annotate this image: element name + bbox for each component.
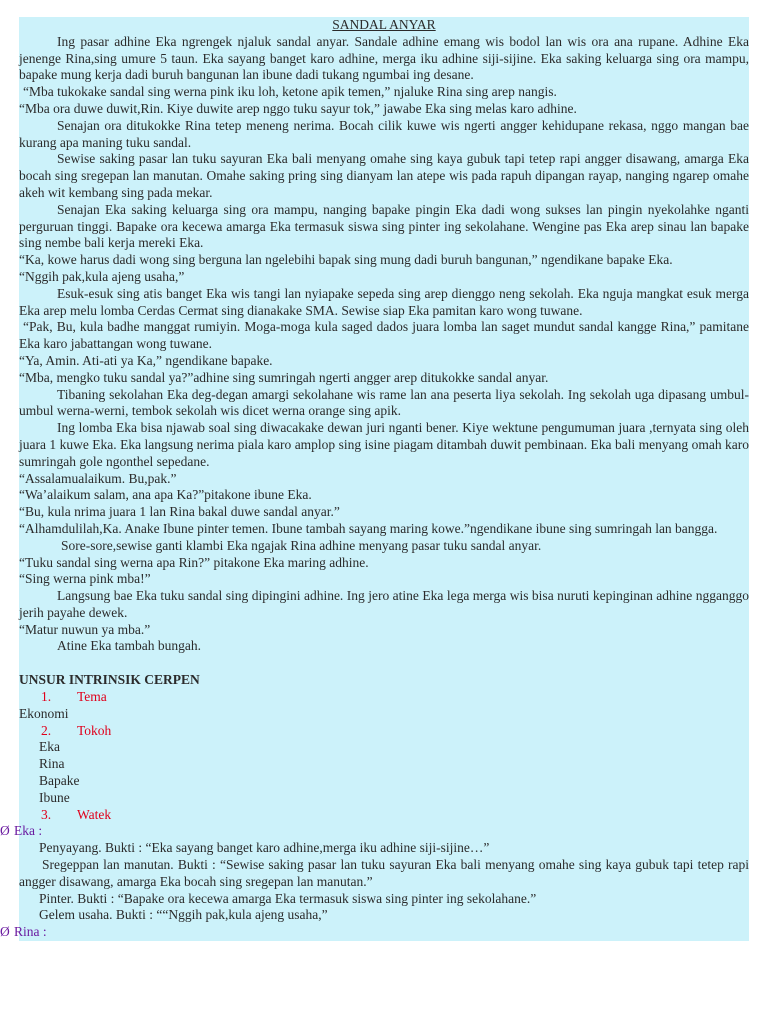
spacer (19, 655, 749, 672)
story-title: SANDAL ANYAR (332, 17, 436, 32)
paragraph: “Alhamdulilah,Ka. Anake Ibune pinter temen. Ibune tambah sayang maring kowe.”ngendikane ibune sing sumringah lan bangga. (19, 520, 718, 536)
tokoh-item: Eka (39, 739, 60, 755)
list-number: 2. (41, 722, 52, 738)
watek-item: Penyayang. Bukti : “Eka sayang banget karo adhine,merga iku adhine siji-sijine…” (39, 840, 490, 856)
paragraph: Senajan ora ditukokke Rina tetep meneng nerima. Bocah cilik kuwe wis ngerti angger kehidupane rekasa, nggo mangan bae kurang apa maning tuku sandal. (19, 117, 749, 150)
section-heading: UNSUR INTRINSIK CERPEN (19, 672, 200, 688)
list-label: Watek (77, 806, 112, 822)
tema-value: Ekonomi (19, 705, 69, 721)
watek-item: Gelem usaha. Bukti : ““Nggih pak,kula ajeng usaha,” (39, 907, 328, 923)
tokoh-item: Bapake (39, 773, 80, 789)
list-label: Tokoh (77, 722, 112, 738)
document-page (0, 17, 749, 941)
paragraph: Tibaning sekolahan Eka deg-degan amargi sekolahane wis rame lan ana peserta liya sekolah. Ing sekolah uga dipasang umbul-umbul werna-werni, tembok sekolah wis dicet werna orange sing apik. (19, 386, 749, 419)
paragraph: Langsung bae Eka tuku sandal sing dipingini adhine. Ing jero atine Eka lega merga wis bisa nuruti kepinginan adhine ngganggo jerih payahe dewek. (19, 588, 749, 620)
paragraph: Sewise saking pasar lan tuku sayuran Eka bali menyang omahe sing kaya gubuk tapi tetep rapi angger disawang, amarga Eka bocah sing sregepan lan manutan. Omahe saking pring sing dianyam lan atepe wis pada rapuh dipangan rayap, nanging ngarep omahe akeh wit kembang sing pada mekar. (19, 151, 749, 200)
arrow-bullet-icon: Ø (0, 823, 10, 839)
paragraph: Esuk-esuk sing atis banget Eka wis tangi lan nyiapake sepeda sing arep dienggo neng sekolah. Eka nguja mangkat esuk merga Eka arep melu lomba Cerdas Cermat sing dianakake SMA. Sewise siap Eka pamitan karo wong tuwane. (19, 285, 749, 318)
paragraph: “Matur nuwun ya mba.” (19, 621, 151, 637)
list-item (19, 807, 749, 824)
watek-item: Pinter. Bukti : “Bapake ora kecewa amarga Eka termasuk siswa sing pinter ing sekolahane.” (39, 890, 537, 906)
paragraph: Ing pasar adhine Eka ngrengek njaluk sandal anyar. Sandale adhine emang wis bodol lan wis ora ana rupane. Adhine Eka jenenge Rina,sing umure 5 taun. Eka sayang banget karo adhine, merga iku adhine siji-sijine. Eka saking keluarga sing ora mampu, bapake mung kerja dadi buruh bangunan lan ibune dadi tukang ngumbai ing desane. (19, 33, 749, 83)
bullet-label: Rina : (14, 924, 47, 940)
list-item (19, 723, 749, 740)
paragraph: Atine Eka tambah bungah. (57, 638, 201, 654)
paragraph: Ing lomba Eka bisa njawab soal sing diwacakake dewan juri nganti bener. Kiye wektune pengumuman juara ,ternyata sing oleh juara 1 kuwe Eka. Eka langsung nerima piala karo amplop sing isine piagam ditambah duwit pembinaan. Eka bali menyang omah karo sumringah gole ngonthel sepedane. (19, 420, 749, 469)
paragraph: “Ya, Amin. Ati-ati ya Ka,” ngendikane bapake. (19, 352, 273, 368)
list-item (19, 689, 749, 706)
paragraph: “Bu, kula nrima juara 1 lan Rina bakal duwe sandal anyar.” (19, 504, 340, 520)
paragraph: “Mba tukokake sandal sing werna pink iku loh, ketone apik temen,” njaluke Rina sing arep nangis. (23, 84, 557, 100)
tokoh-item: Ibune (39, 789, 70, 805)
paragraph: “Sing werna pink mba!” (19, 571, 151, 587)
paragraph: “Tuku sandal sing werna apa Rin?” pitakone Eka maring adhine. (19, 554, 369, 570)
paragraph: Senajan Eka saking keluarga sing ora mampu, nanging bapake pingin Eka dadi wong sukses lan pingin nyekolahke nganti perguruan tinggi. Bapake ora kecewa amarga Eka termasuk siswa sing pinter ing sekolahane. Wengine pas Eka arep sinau lan bapake sing nembe bali kerja mereki Eka. (19, 201, 749, 251)
paragraph: “Ka, kowe harus dadi wong sing berguna lan ngelebihi bapak sing mung dadi buruh bangunan,” ngendikane bapake Eka. (19, 252, 673, 268)
bullet-label: Eka : (14, 823, 43, 839)
paragraph: “Wa’alaikum salam, ana apa Ka?”pitakone ibune Eka. (19, 487, 312, 503)
paragraph: “Mba ora duwe duwit,Rin. Kiye duwite arep nggo tuku sayur tok,” jawabe Eka sing melas karo adhine. (19, 100, 577, 116)
paragraph: “Nggih pak,kula ajeng usaha,” (19, 268, 185, 284)
bullet-item (0, 823, 749, 840)
paragraph: “Assalamualaikum. Bu,pak.” (19, 470, 177, 486)
tokoh-item: Rina (39, 756, 65, 772)
paragraph: Sore-sore,sewise ganti klambi Eka ngajak Rina adhine menyang pasar tuku sandal anyar. (61, 537, 542, 553)
list-number: 1. (41, 689, 52, 705)
watek-item: Sregeppan lan manutan. Bukti : “Sewise saking pasar lan tuku sayuran Eka bali menyang omahe sing kaya gubuk tapi tetep rapi angger disawang, amarga Eka bocah sing sregepan lan manutan.” (19, 857, 749, 889)
list-number: 3. (41, 806, 52, 822)
bullet-item (0, 924, 749, 941)
arrow-bullet-icon: Ø (0, 924, 10, 940)
list-label: Tema (77, 689, 107, 705)
paragraph: “Pak, Bu, kula badhe manggat rumiyin. Moga-moga kula saged dados juara lomba lan saget mundut sandal kangge Rina,” pamitane Eka karo jabattangan wong tuwane. (19, 319, 749, 352)
paragraph: “Mba, mengko tuku sandal ya?”adhine sing sumringah ngerti angger arep ditukokke sandal anyar. (19, 369, 549, 385)
